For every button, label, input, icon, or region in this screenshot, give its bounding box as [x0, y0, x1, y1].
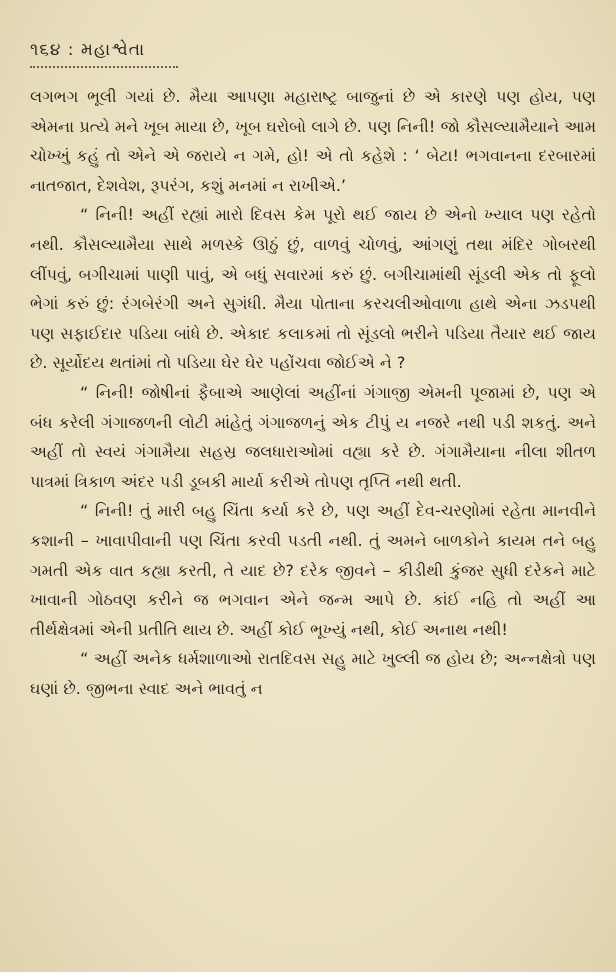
paragraph: “ નિની! અહીં રહ્યાં મારો દિવસ કેમ પૂરો થઈ જાય છે એનો ખ્યાલ પણ રહેતો નથી. કૌસલ્યામૈયા સાથે મળસ્કે ઊઠું છું, વાળવું ચોળવું, આંગણું તથા મંદિર ગોબરથી લીંપવું, બગીચામાં પાણી પાવું, એ બધું સવારમાં કરું છું. બગીચામાંથી સૂંડલી એક તો ફૂલો ભેગાં કરું છું: રંગબેરંગી અને સુગંધી. મૈયા પોતાના કરચલીઓવાળા હાથે એના ઝડપથી પણ સફાઈદાર પડિયા બાંધે છે. એકાદ કલાકમાં તો સૂંડલો ભરીને પડિયા તૈયાર થઈ જાય છે. સૂર્યોદય થતાંમાં તો પડિયા ઘેર ઘેર પહોંચવા જોઈએ ને ?: [30, 205, 596, 373]
running-header: ૧૬૪ : મહાશ્વેતા: [30, 40, 146, 60]
header-underline: [30, 66, 178, 68]
paragraph: “ નિની! તું મારી બહુ ચિંતા કર્યા કરે છે, પણ અહીં દેવ-ચરણોમાં રહેતા માનવીને કશાની – ખાવાપીવાની પણ ચિંતા કરવી પડતી નથી. તું અમને બાળકોને કાયમ તને બહુ ગમતી એક વાત કહ્યા કરતી, તે યાદ છે? દરેક જીવને – કીડીથી કુંજર સુધી દરેકને માટે ખાવાની ગોઠવણ કરીને જ ભગવાન એને જન્મ આપે છે. કાંઈ નહિ તો અહીં આ તીર્થક્ષેત્રમાં એની પ્રતીતિ થાય છે. અહીં કોઈ ભૂખ્યું નથી, કોઈ અનાથ નથી!: [30, 501, 596, 639]
paragraph: “ અહીં અનેક ધર્મશાળાઓ રાતદિવસ સહુ માટે ખુલ્લી જ હોય છે; અન્નક્ષેત્રો પણ ઘણાં છે. જીભના સ્વાદ અને ભાવતું ન: [30, 649, 596, 698]
paragraph: “ નિની! જોષીનાં ફૈબાએ આણેલાં અહીંનાં ગંગાજી એમની પૂજામાં છે, પણ એ બંધ કરેલી ગંગાજળની લોટી માંહેતું ગંગાજળનું એક ટીપું ય નજરે નથી પડી શકતું. અને અહીં તો સ્વયં ગંગામૈયા સહસ્ર જલધારાઓમાં વહ્યા કરે છે. ગંગામૈયાના નીલા શીતળ પાત્રમાં ત્રિકાળ અંદર પડી ડૂબકી માર્યા કરીએ તોપણ તૃપ્તિ નથી થતી.: [30, 382, 596, 491]
paragraph: લગભગ ભૂલી ગયાં છે. મૈયા આપણા મહારાષ્ટ્ર બાજુનાં છે એ કારણે પણ હોય, પણ એમના પ્રત્યે મને ખૂબ માયા છે, ખૂબ ઘરોબો લાગે છે. પણ નિની! જો કૌસલ્યામૈયાને આમ ચોખ્ખું કહું તો એને એ જરાયે ન ગમે, હો! એ તો કહેશે : ‘ બેટા! ભગવાનના દરબારમાં નાતજાત, દેશવેશ, રૂપરંગ, કશું મનમાં ન રાખીએ.’: [30, 87, 596, 195]
body-text: [30, 82, 596, 703]
